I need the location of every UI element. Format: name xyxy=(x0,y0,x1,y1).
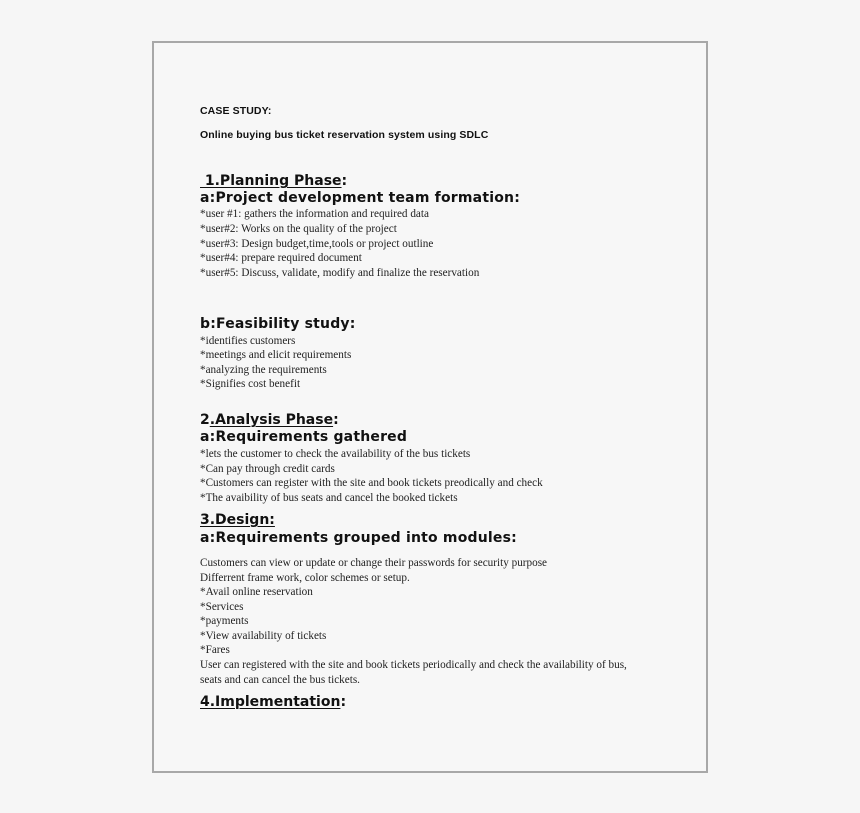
list-item: *meetings and elicit requirements xyxy=(200,349,352,361)
section-heading-planning-phase xyxy=(200,173,347,189)
subsection-title-team-formation: a:Project development team formation: xyxy=(200,190,521,206)
list-item: *identifies customers xyxy=(200,335,296,347)
list-item: *user#2: Works on the quality of the project xyxy=(200,223,397,235)
section-heading-text: 4.Implementation xyxy=(200,694,341,710)
paragraph-line: Differrent frame work, color schemes or setup. xyxy=(200,572,410,584)
document-title: Online buying bus ticket reservation system using SDLC xyxy=(200,129,489,141)
list-item: *Signifies cost benefit xyxy=(200,378,301,390)
list-item: *Can pay through credit cards xyxy=(200,463,335,475)
list-item: *View availability of tickets xyxy=(200,630,327,642)
list-item: *user#5: Discuss, validate, modify and finalize the reservation xyxy=(200,267,480,279)
list-item: *The avaibility of bus seats and cancel the booked tickets xyxy=(200,492,458,504)
subsection-title-feasibility-study: b:Feasibility study: xyxy=(200,316,356,332)
paragraph-line: seats and can cancel the bus tickets. xyxy=(200,674,360,686)
section-heading-design xyxy=(200,512,275,528)
list-item: *lets the customer to check the availability of the bus tickets xyxy=(200,448,471,460)
subsection-title-requirements-gathered: a:Requirements gathered xyxy=(200,429,408,445)
paragraph-line: Customers can view or update or change their passwords for security purpose xyxy=(200,557,548,569)
list-item: *payments xyxy=(200,615,249,627)
list-item: *Customers can register with the site and book tickets preodically and check xyxy=(200,477,543,489)
list-item: *user#4: prepare required document xyxy=(200,252,362,264)
subsection-title-requirements-modules: a:Requirements grouped into modules: xyxy=(200,530,517,546)
list-item: *Avail online reservation xyxy=(200,586,313,598)
section-heading-colon: : xyxy=(341,173,348,189)
section-heading-analysis-phase xyxy=(200,412,339,428)
list-item: *user #1: gathers the information and required data xyxy=(200,208,429,220)
list-item: *Services xyxy=(200,601,244,613)
list-item: *analyzing the requirements xyxy=(200,364,327,376)
section-heading-implementation xyxy=(200,694,346,710)
section-heading-text: 1.Planning Phase xyxy=(200,173,342,189)
section-heading-text: .Analysis Phase xyxy=(209,412,334,428)
section-heading-text: 3.Design: xyxy=(200,512,275,528)
section-heading-number: 2 xyxy=(200,412,210,428)
list-item: *user#3: Design budget,time,tools or project outline xyxy=(200,238,434,250)
case-study-label: CASE STUDY: xyxy=(200,105,272,117)
section-heading-colon: : xyxy=(333,412,339,428)
section-heading-colon: : xyxy=(340,694,347,710)
list-item: *Fares xyxy=(200,644,230,656)
paragraph-line: User can registered with the site and book tickets periodically and check the availability of bus, xyxy=(200,659,627,671)
